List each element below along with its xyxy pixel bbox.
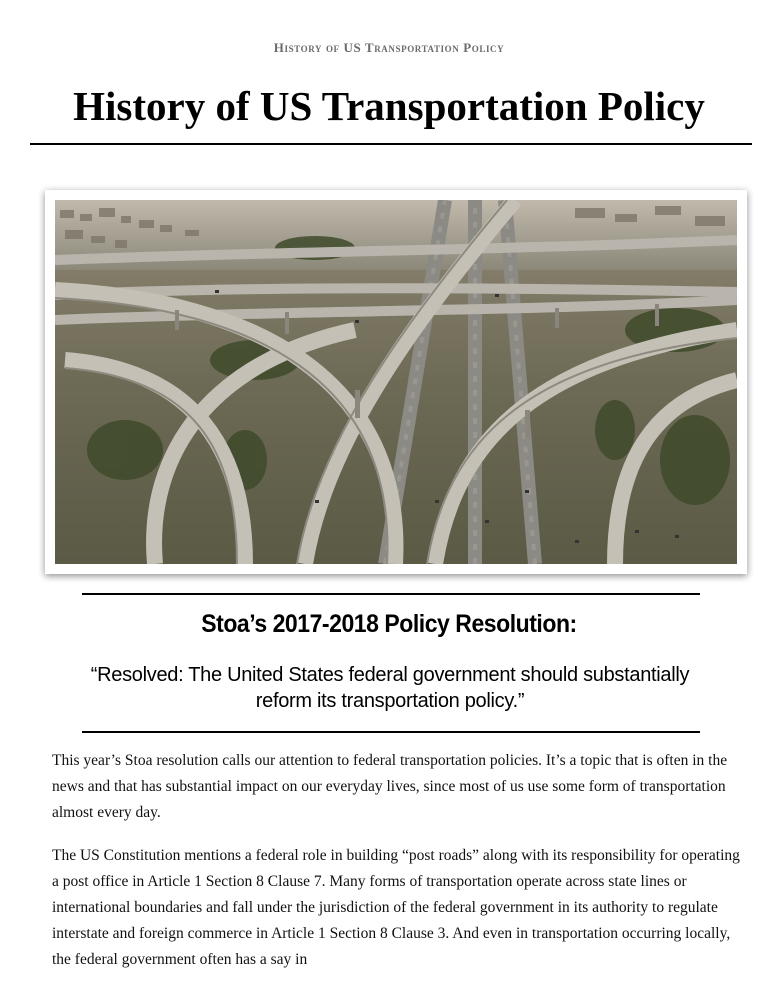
highway-interchange-photo-icon [55,200,737,564]
resolution-top-rule [82,593,700,595]
highway-interchange-photo [45,190,747,574]
title-divider [30,143,752,145]
resolution-bottom-rule [82,731,700,733]
resolution-quote: “Resolved: The United States federal government should substantially reform its transportation policy.” [90,664,690,712]
running-header: History of US Transportation Policy [273,40,505,55]
page-title: History of US Transportation Policy [73,83,705,129]
body-paragraph: The US Constitution mentions a federal role in building “post roads” along with its responsibility for operating a post office in Article 1 Section 8 Clause 7. Many forms of transportation operate across state lines or international boundaries and fall under the jurisdiction of the federal government in its authority to regulate interstate and foreign commerce in Article 1 Section 8 Clause 3. And even in transportation occurring locally, the federal government often has a say in [52,847,740,968]
resolution-heading: Stoa’s 2017-2018 Policy Resolution: [201,610,577,638]
body-paragraph: This year’s Stoa resolution calls our attention to federal transportation policies. It’s a topic that is often in the news and that has substantial impact on our everyday lives, since most of us use some form of transportation almost every day. [52,752,728,821]
